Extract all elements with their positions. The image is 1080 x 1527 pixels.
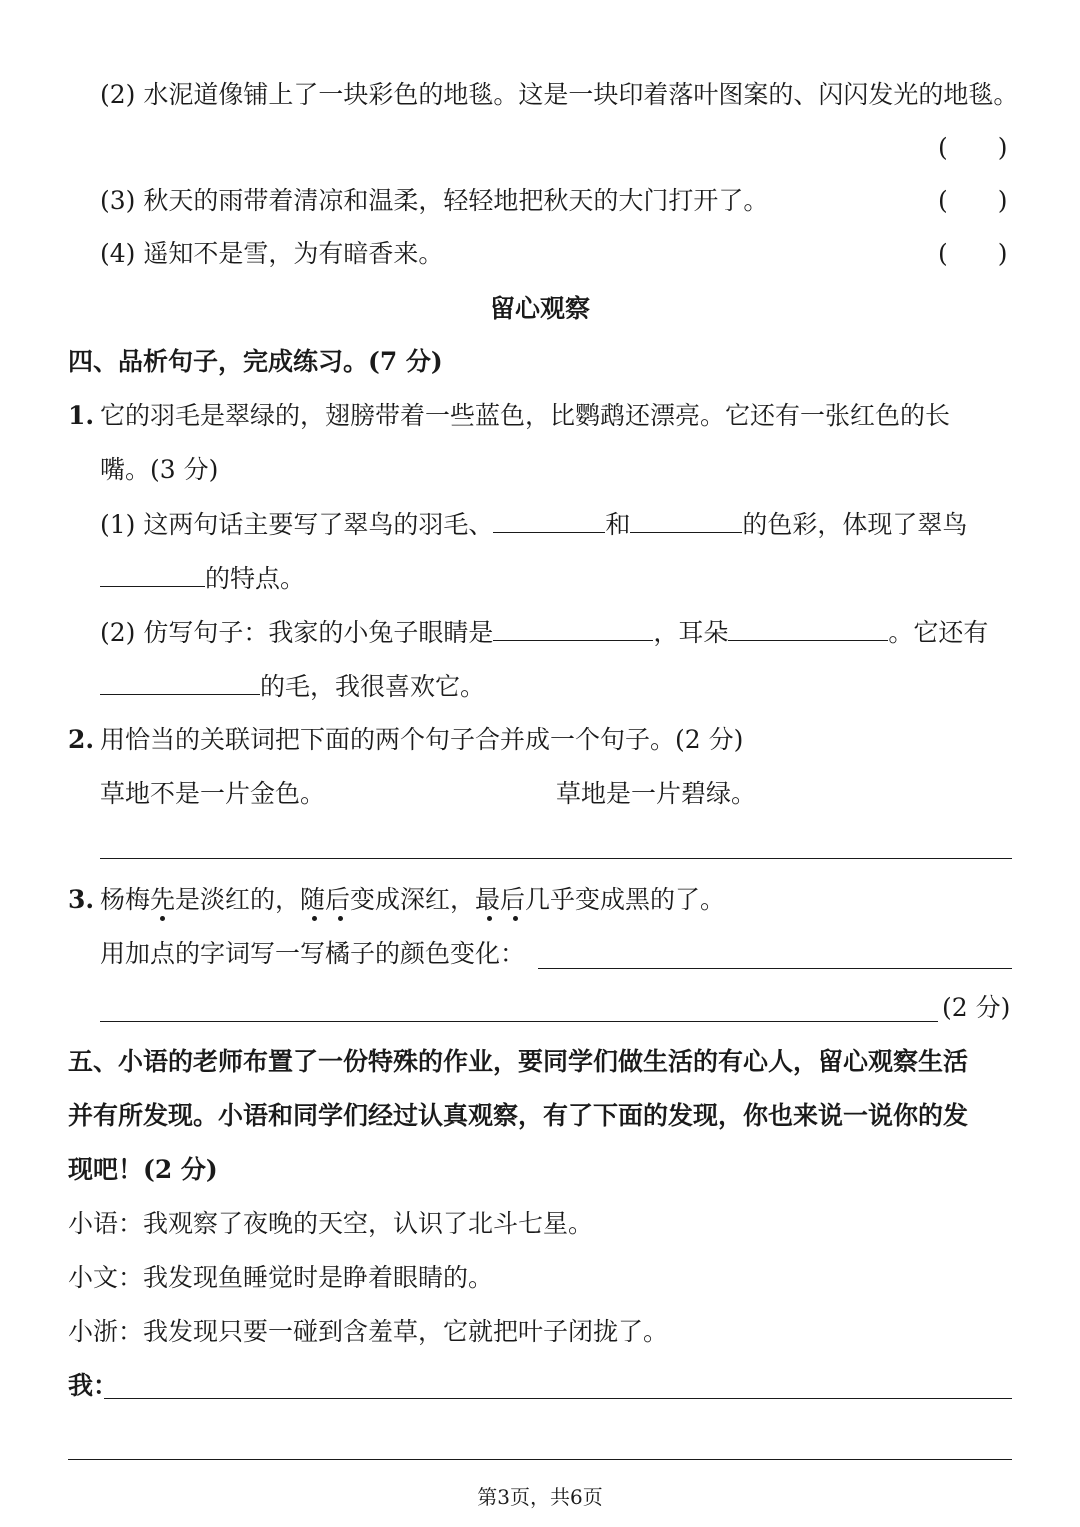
answer-blank-color[interactable] <box>630 508 742 533</box>
answer-blank-eyes[interactable] <box>493 616 653 641</box>
q3-number: 3. <box>68 885 95 914</box>
section-4-heading: 四、品析句子，完成练习。(7 分) <box>68 347 443 376</box>
emphasis-dot <box>338 916 343 921</box>
me-answer-line-2[interactable] <box>68 1459 1012 1460</box>
me-answer-line-1[interactable] <box>104 1398 1012 1399</box>
q1-sub2-line2 <box>100 670 485 703</box>
q2-text: 用恰当的关联词把下面的两个句子合并成一个句子。(2 分) <box>100 725 744 754</box>
section-5-line2: 并有所发现。小语和同学们经过认真观察，有了下面的发现，你也来说一说你的发 <box>68 1101 969 1130</box>
emphasis-dot <box>487 916 492 921</box>
q3-answer-line-1[interactable] <box>538 968 1012 969</box>
page-footer: 第3页，共6页 <box>477 1485 603 1509</box>
answer-blank-ears[interactable] <box>728 616 888 641</box>
q1-sub1-line1 <box>100 508 967 541</box>
dialog-xiaoyu: 小语：我观察了夜晚的天空，认识了北斗七星。 <box>68 1209 594 1238</box>
answer-blank-feather[interactable] <box>493 508 605 533</box>
q1-text-line2: 嘴。(3 分) <box>100 455 219 484</box>
q-item-3: (3) 秋天的雨带着清凉和温柔，轻轻地把秋天的大门打开了。 <box>100 186 769 215</box>
q1-sub2-text-b: ，耳朵 <box>653 618 729 647</box>
answer-blank-feature[interactable] <box>100 562 205 587</box>
q1-sub2-line1 <box>100 616 988 649</box>
q1-text-line1: 它的羽毛是翠绿的，翅膀带着一些蓝色，比鹦鹉还漂亮。它还有一张红色的长 <box>100 401 951 430</box>
q2-answer-line[interactable] <box>100 858 1012 859</box>
q3-answer-line-2[interactable] <box>100 1021 938 1022</box>
emphasis-dot <box>312 916 317 921</box>
q1-sub2-text-c: 。它还有 <box>888 618 989 647</box>
q1-sub1-text-a: (1) 这两句话主要写了翠鸟的羽毛、 <box>100 510 494 539</box>
dialog-xiaowen: 小文：我发现鱼睡觉时是睁着眼睛的。 <box>68 1263 494 1292</box>
q2-sentence-2: 草地是一片碧绿。 <box>556 779 757 808</box>
section-5-line1: 五、小语的老师布置了一份特殊的作业，要同学们做生活的有心人，留心观察生活 <box>68 1047 969 1076</box>
unit-title: 留心观察 <box>489 294 590 323</box>
q1-sub1-text-c: 的色彩，体现了翠鸟 <box>742 510 968 539</box>
answer-paren-2[interactable]: ( ) <box>938 133 1008 162</box>
q3-text: 杨梅先是淡红的，随后变成深红，最后几乎变成黑的了。 <box>100 885 726 914</box>
q1-sub2-text-a: (2) 仿写句子：我家的小兔子眼睛是 <box>100 618 494 647</box>
emphasis-dot <box>513 916 518 921</box>
answer-paren-3[interactable]: ( ) <box>938 186 1008 215</box>
emphasis-dot <box>160 916 165 921</box>
q1-sub2-text-d: 的毛，我很喜欢它。 <box>260 672 486 701</box>
q-item-4: (4) 遥知不是雪，为有暗香来。 <box>100 239 444 268</box>
answer-paren-4[interactable]: ( ) <box>938 239 1008 268</box>
q3-prompt: 用加点的字词写一写橘子的颜色变化： <box>100 939 526 968</box>
q1-sub1-line2 <box>100 562 305 595</box>
q3-score: (2 分) <box>942 993 1011 1022</box>
section-5-line3: 现吧！(2 分) <box>68 1155 218 1184</box>
q1-number: 1. <box>68 401 95 430</box>
answer-blank-fur[interactable] <box>100 670 260 695</box>
q2-sentence-1: 草地不是一片金色。 <box>100 779 326 808</box>
q-item-2: (2) 水泥道像铺上了一块彩色的地毯。这是一块印着落叶图案的、闪闪发光的地毯。 <box>100 80 1019 109</box>
q2-number: 2. <box>68 725 95 754</box>
dialog-xiaozhe: 小浙：我发现只要一碰到含羞草，它就把叶子闭拢了。 <box>68 1317 669 1346</box>
q1-sub1-text-b: 和 <box>605 510 631 539</box>
q1-sub1-text-d: 的特点。 <box>205 564 306 593</box>
dialog-me-label: 我： <box>68 1371 119 1400</box>
